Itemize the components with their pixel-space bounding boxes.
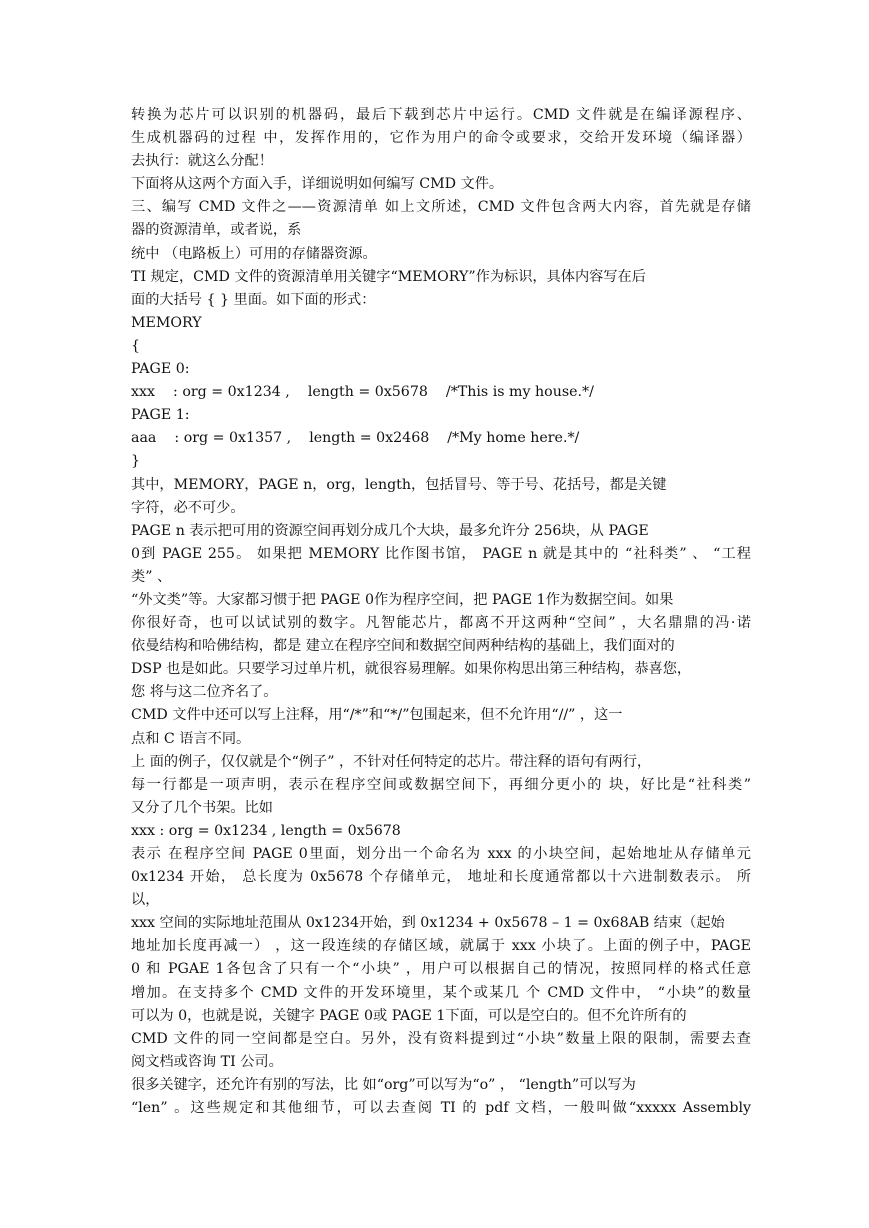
text-line: TI 规定，CMD 文件的资源清单用关键字“MEMORY”作为标识，具体内容写在后: [131, 268, 646, 285]
text-line: 您 将与这二位齐名了。: [131, 684, 278, 701]
text-line: 三、编写 CMD 文件之——资源清单 如上文所述，CMD 文件包含两大内容，首先就是存储: [131, 199, 751, 216]
text-line: “len” 。这些规定和其他细节，可以去查阅 TI 的 pdf 文档，一般叫做“xxxxx Assembly: [131, 1100, 751, 1117]
code-line: aaa : org = 0x1357 , length = 0x2468 /*My home here.*/: [131, 430, 580, 447]
code-line: PAGE 1:: [131, 407, 190, 424]
text-line: 去执行：就这么分配！: [131, 153, 273, 170]
text-line: 其中，MEMORY，PAGE n，org，length，包括冒号、等于号、花括号，都是关键: [131, 476, 667, 493]
text-line: 以，: [131, 892, 160, 909]
text-line: 类” 、: [131, 568, 172, 585]
text-line: 每一行都是一项声明，表示在程序空间或数据空间下，再细分更小的 块，好比是“社科类”: [131, 776, 751, 793]
code-line: }: [131, 453, 141, 470]
text-line: 字符，必不可少。: [131, 499, 245, 516]
text-line: 下面将从这两个方面入手，详细说明如何编写 CMD 文件。: [131, 176, 504, 193]
text-line: 阅文档或咨询 TI 公司。: [131, 1053, 283, 1070]
text-line: 依曼结构和哈佛结构，都是 建立在程序空间和数据空间两种结构的基础上，我们面对的: [131, 638, 675, 655]
text-line: 统中 （电路板上）可用的存储器资源。: [131, 245, 377, 262]
text-line: 你很好奇，也可以试试别的数字。凡智能芯片，都离不开这两种“空间” ，大名鼎鼎的冯·诺: [131, 615, 751, 632]
text-line: 器的资源清单，或者说，系: [131, 222, 302, 239]
text-line: 点和 C 语言不同。: [131, 730, 251, 747]
text-line: 0到 PAGE 255。 如果把 MEMORY 比作图书馆， PAGE n 就是其中的 “社科类” 、 “工程: [131, 545, 751, 562]
text-line: 表示 在程序空间 PAGE 0里面，划分出一个命名为 xxx 的小块空间，起始地址从存储单元: [131, 846, 751, 862]
text-line: 生成机器码的过程 中，发挥作用的，它作为用户的命令或要求，交给开发环境（编译器）: [131, 130, 751, 147]
text-line: “外文类”等。大家都习惯于把 PAGE 0作为程序空间，把 PAGE 1作为数据空间。如果: [131, 591, 674, 608]
text-line: 上 面的例子，仅仅就是个“例子” ，不针对任何特定的芯片。带注释的语句有两行，: [131, 753, 652, 770]
text-line: 0 和 PGAE 1各包含了只有一个“小块” ，用户可以根据自己的情况，按照同样的格式任意: [131, 961, 751, 978]
text-line: 又分了几个书架。比如: [131, 799, 273, 816]
text-line: 0x1234 开始， 总长度为 0x5678 个存储单元， 地址和长度通常都以十六进制数表示。 所: [131, 869, 751, 886]
code-line: xxx : org = 0x1234 , length = 0x5678: [131, 822, 401, 839]
text-line: 面的大括号 { } 里面。如下面的形式：: [131, 291, 376, 308]
document-body: [131, 104, 751, 1120]
text-line: CMD 文件中还可以写上注释，用“/*”和“*/”包围起来，但不允许用“//” ，这一: [131, 707, 623, 724]
text-line: 地址加长度再减一） ，这一段连续的存储区域，就属于 xxx 小块了。上面的例子中，PAGE: [131, 938, 751, 955]
text-line: 转换为芯片可以识别的机器码，最后下载到芯片中运行。CMD 文件就是在编译源程序、: [131, 107, 751, 123]
code-line: xxx : org = 0x1234 , length = 0x5678 /*This is my house.*/: [131, 384, 594, 401]
code-line: PAGE 0:: [131, 361, 190, 378]
text-line: PAGE n 表示把可用的资源空间再划分成几个大块，最多允许分 256块，从 PAGE: [131, 522, 649, 539]
text-line: xxx 空间的实际地址范围从 0x1234开始，到 0x1234 + 0x5678 – 1 = 0x68AB 结束（起始: [131, 915, 725, 932]
text-line: 可以为 0，也就是说，关键字 PAGE 0或 PAGE 1下面，可以是空白的。但不允许所有的: [131, 1007, 687, 1024]
text-line: 增加。在支持多个 CMD 文件的开发环境里，某个或某几 个 CMD 文件中， “小块”的数量: [131, 984, 751, 1001]
text-line: 很多关键字，还允许有别的写法，比 如“org”可以写为“o” ， “length”可以写为: [131, 1076, 636, 1093]
code-line: {: [131, 337, 141, 354]
text-line: CMD 文件的同一空间都是空白。另外，没有资料提到过“小块”数量上限的限制，需要去查: [131, 1030, 751, 1047]
code-line: MEMORY: [131, 314, 202, 331]
text-line: DSP 也是如此。只要学习过单片机，就很容易理解。如果你构思出第三种结构，恭喜您，: [131, 661, 692, 678]
